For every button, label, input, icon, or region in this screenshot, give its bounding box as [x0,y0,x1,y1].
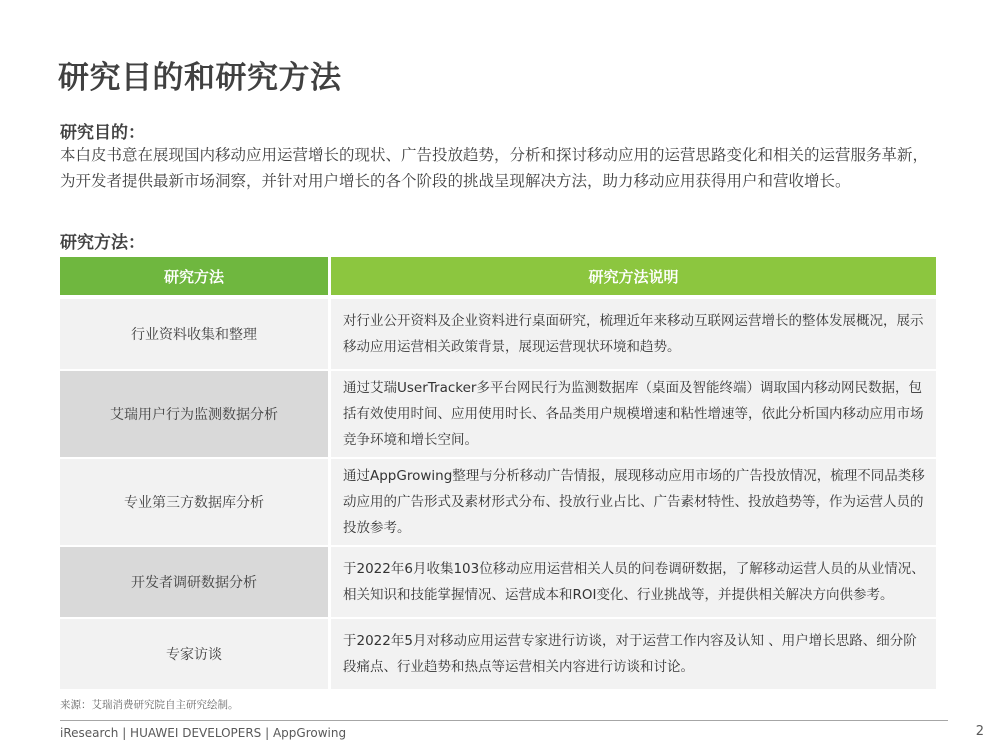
footer-divider [60,720,948,721]
description-cell: 通过AppGrowing整理与分析移动广告情报，展现移动应用市场的广告投放情况，梳理不同品类移动应用的广告形式及素材形式分布、投放行业占比、广告素材特性、投放趋势等，作为运营人员的投放参考。 [331,459,936,547]
page-title: 研究目的和研究方法 [58,60,342,96]
methods-table [60,257,936,691]
description-cell: 于2022年5月对移动应用运营专家进行访谈，对于运营工作内容及认知 、用户增长思路、细分阶段痛点、行业趋势和热点等运营相关内容进行访谈和讨论。 [331,619,936,691]
method-cell: 专业第三方数据库分析 [60,459,331,547]
header-description: 研究方法说明 [331,257,936,299]
methods-heading: 研究方法： [60,233,145,253]
description-cell: 对行业公开资料及企业资料进行桌面研究，梳理近年来移动互联网运营增长的整体发展概况，展示移动应用运营相关政策背景，展现运营现状环境和趋势。 [331,299,936,371]
table-row [60,299,936,371]
header-method: 研究方法 [60,257,331,299]
purpose-text: 本白皮书意在展现国内移动应用运营增长的现状、广告投放趋势，分析和探讨移动应用的运营思路变化和相关的运营服务革新，为开发者提供最新市场洞察，并针对用户增长的各个阶段的挑战呈现解决方法，助力移动应用获得用户和营收增长。 [60,146,929,190]
method-cell: 开发者调研数据分析 [60,547,331,619]
table-row [60,371,936,459]
purpose-heading: 研究目的： [60,123,145,143]
source-note: 来源：艾瑞消费研究院自主研究绘制。 [60,699,239,711]
description-cell: 通过艾瑞UserTracker多平台网民行为监测数据库（桌面及智能终端）调取国内移动网民数据，包括有效使用时间、应用使用时长、各品类用户规模增速和粘性增速等，依此分析国内移动应用市场竞争环境和增长空间。 [331,371,936,459]
method-cell: 艾瑞用户行为监测数据分析 [60,371,331,459]
table-row [60,547,936,619]
method-cell: 专家访谈 [60,619,331,691]
method-cell: 行业资料收集和整理 [60,299,331,371]
table-row [60,619,936,691]
table-row [60,459,936,547]
footer-brand: iResearch | HUAWEI DEVELOPERS | AppGrowing [60,726,347,740]
page-number: 2 [975,724,984,739]
table-header-row [60,257,936,299]
description-cell: 于2022年6月收集103位移动应用运营相关人员的问卷调研数据，了解移动运营人员的从业情况、相关知识和技能掌握情况、运营成本和ROI变化、行业挑战等，并提供相关解决方向供参考。 [331,547,936,619]
